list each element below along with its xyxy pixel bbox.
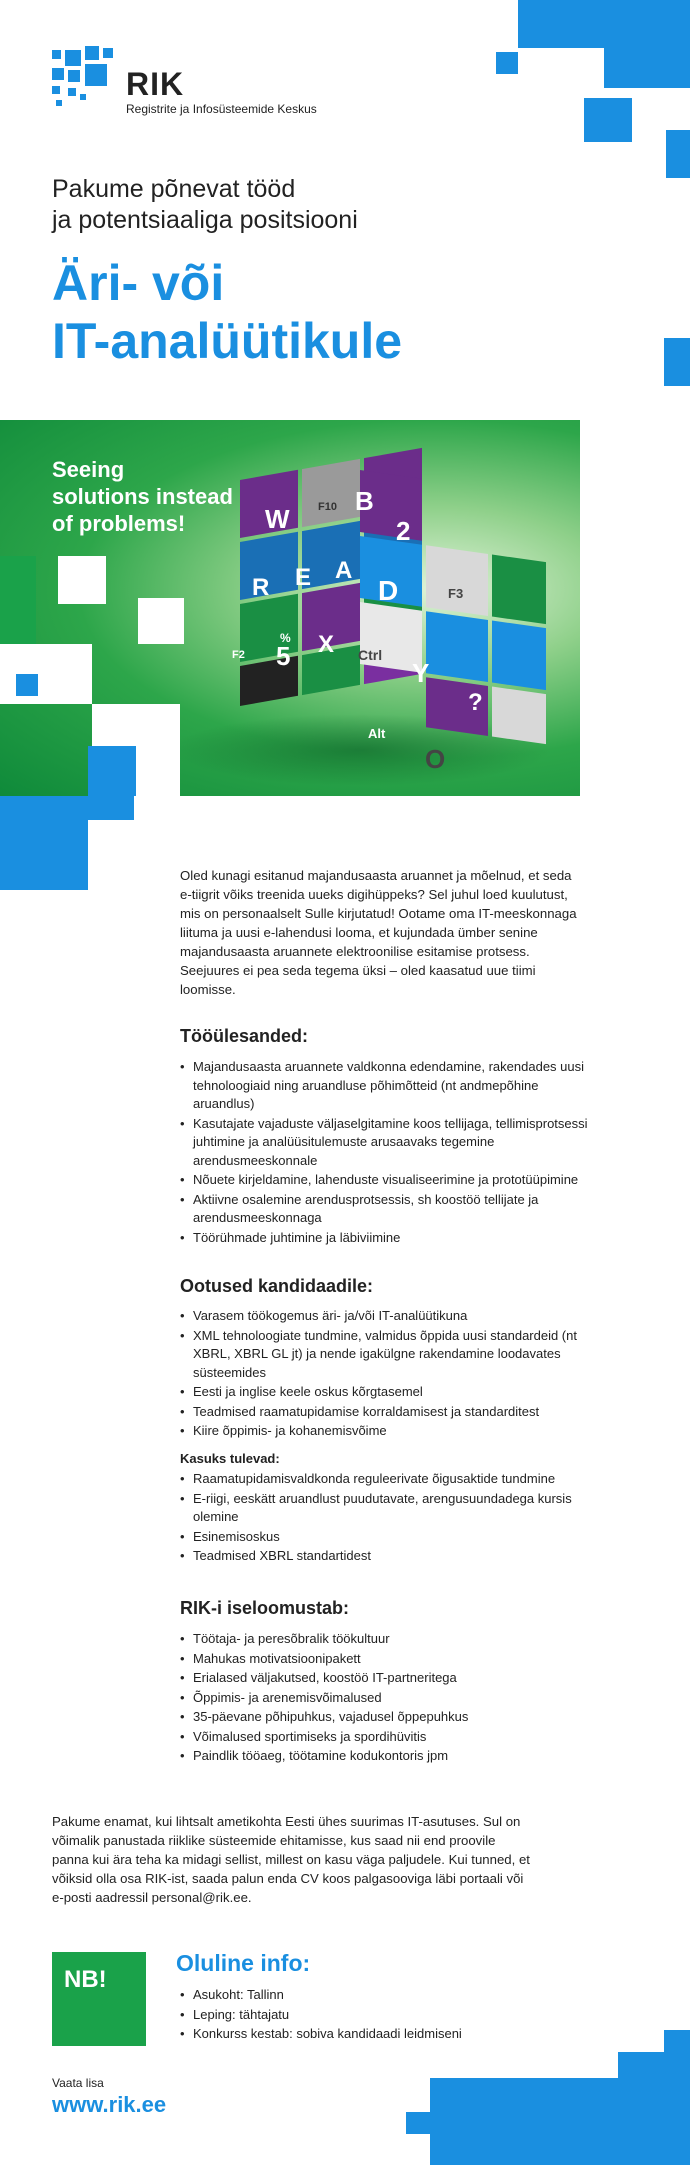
benefits-heading: Kasuks tulevad: (180, 1451, 280, 1466)
cube-key: A (335, 557, 353, 584)
list-item: • E-riigi, eeskätt aruandlust puudutavate, arengusuundadega kursis olemine (180, 1490, 590, 1527)
list-item: • Raamatupidamisvaldkonda reguleerivate õigusaktide tundmine (180, 1470, 590, 1489)
cube-key: % (280, 631, 291, 645)
list-item: • Teadmised raamatupidamise korraldamisest ja standarditest (180, 1403, 590, 1422)
info-heading: Oluline info: (176, 1950, 311, 1976)
hero-caption (52, 456, 233, 537)
intro-paragraph: Oled kunagi esitanud majandusaasta aruannet ja mõelnud, et seda e-tiigrit võiks treenida uueks digihüppeks? Sel juhul loed kuulutust, mis on personaalselt Sulle kirjutatud! Ootame oma IT-meeskonnaga liituma ja uusi e-lahendusi looma, et kujundada ümber senine majandusaasta aruannete elektroonilise esitamise protsess. Seejuures ei pea seda tegema üksi – oled kaasatud uue tiimi loomisse. (180, 868, 577, 997)
list-item: • Õppimis- ja arenemisvõimalused (180, 1689, 590, 1708)
cube-key: 2 (396, 516, 411, 546)
rik-list (180, 1630, 590, 1767)
list-item: • XML tehnoloogiate tundmine, valmidus õppida uusi standardeid (nt XBRL, XBRL GL jt) ja nende igakülgne rakendamine loodavates süsteemides (180, 1327, 590, 1383)
list-item: • Esinemisoskus (180, 1528, 590, 1547)
nb-badge: NB! (52, 1952, 146, 2046)
cube-key: B (355, 486, 374, 516)
footer-label: Vaata lisa (52, 2076, 104, 2090)
list-item: • 35-päevane põhipuhkus, vajadusel õppepuhkus (180, 1708, 590, 1727)
list-item: • Nõuete kirjeldamine, lahenduste visualiseerimine ja prototüüpimine (180, 1171, 590, 1190)
intro-line: Pakume põnevat tööd (52, 175, 296, 203)
cube-key: Y (412, 658, 430, 688)
hero-image (0, 420, 580, 796)
list-item: • Võimalused sportimiseks ja spordihüvitis (180, 1728, 590, 1747)
cube-key: F2 (232, 649, 245, 661)
hero-caption-line: Seeing (52, 457, 125, 482)
list-item: • Mahukas motivatsioonipakett (180, 1650, 590, 1669)
cube-key: 5 (276, 641, 291, 671)
cube-key: F10 (318, 501, 337, 513)
job-title-line: IT-analüütikule (52, 313, 403, 369)
list-item: • Paindlik tööaeg, töötamine kodukontoris jpm (180, 1747, 590, 1766)
job-title-line: Äri- või (52, 255, 225, 311)
tasks-list (180, 1058, 590, 1248)
list-item: • Erialased väljakutsed, koostöö IT-partneritega (180, 1669, 590, 1688)
list-item: • Konkurss kestab: sobiva kandidaadi leidmiseni (180, 2025, 590, 2044)
job-title (52, 254, 402, 370)
list-item: • Aktiivne osalemine arendusprotsessis, sh koostöö tellijate ja arendusmeeskonnaga (180, 1191, 590, 1228)
rik-logo-mark-icon (52, 46, 118, 112)
intro-line: ja potentsiaaliga positsiooni (52, 206, 358, 234)
list-item: • Asukoht: Tallinn (180, 1986, 590, 2005)
hero-caption-line: solutions instead (52, 484, 233, 509)
info-list (180, 1986, 590, 2045)
list-item: • Varasem töökogemus äri- ja/või IT-analüütikuna (180, 1307, 590, 1326)
rik-heading: RIK-i iseloomustab: (180, 1598, 350, 1618)
rik-logo (52, 46, 352, 116)
list-item: • Kasutajate vajaduste väljaselgitamine koos tellijaga, tellimisprotsessi juhtimine ja analüüsitulemuste arusaavaks tegemine arendusmeeskonnale (180, 1115, 590, 1171)
list-item: • Töötaja- ja peresõbralik töökultuur (180, 1630, 590, 1649)
tasks-heading: Tööülesanded: (180, 1026, 309, 1046)
logo-name: RIK (126, 66, 185, 102)
website-link[interactable]: www.rik.ee (52, 2092, 167, 2117)
list-item: • Kiire õppimis- ja kohanemisvõime (180, 1422, 590, 1441)
cube-key: Alt (368, 726, 386, 741)
benefits-list (180, 1470, 590, 1567)
list-item: • Leping: tähtajatu (180, 2006, 590, 2025)
cube-key: D (378, 575, 399, 606)
cube-key: F3 (448, 586, 464, 601)
cube-key: E (295, 564, 312, 591)
list-item: • Majandusaasta aruannete valdkonna edendamine, rakendades uusi tehnoloogiaid ning aruandluse põhimõtteid (nt andmepõhine aruandlus) (180, 1058, 590, 1114)
list-item: • Teadmised XBRL standartidest (180, 1547, 590, 1566)
expectations-heading: Ootused kandidaadile: (180, 1276, 374, 1296)
closing-paragraph: Pakume enamat, kui lihtsalt ametikohta Eesti ühes suurimas IT-asutuses. Sul on võimalik panustada riiklike süsteemide ehitamisse, kus saad nii end proovile panna kui ära teha ka midagi sellist, millest on kasu väga paljudele. Kui tunned, et võiksid olla osa RIK-ist, saada palun enda CV koos palgasooviga läbi portaali või e-posti aadressil personal@rik.ee. (52, 1814, 530, 1905)
list-item: • Eesti ja inglise keele oskus kõrgtasemel (180, 1383, 590, 1402)
cube-key: W (265, 504, 290, 534)
cube-key: ? (468, 689, 483, 716)
cube-key: O (425, 744, 446, 774)
expectations-list (180, 1307, 590, 1442)
hero-caption-line: of problems! (52, 511, 186, 536)
list-item: • Töörühmade juhtimine ja läbiviimine (180, 1229, 590, 1248)
cube-key: R (252, 574, 270, 601)
intro-text (52, 174, 358, 236)
logo-subtitle: Registrite ja Infosüsteemide Keskus (126, 102, 317, 116)
cube-key: X (318, 631, 335, 658)
cube-key: Ctrl (358, 647, 383, 663)
